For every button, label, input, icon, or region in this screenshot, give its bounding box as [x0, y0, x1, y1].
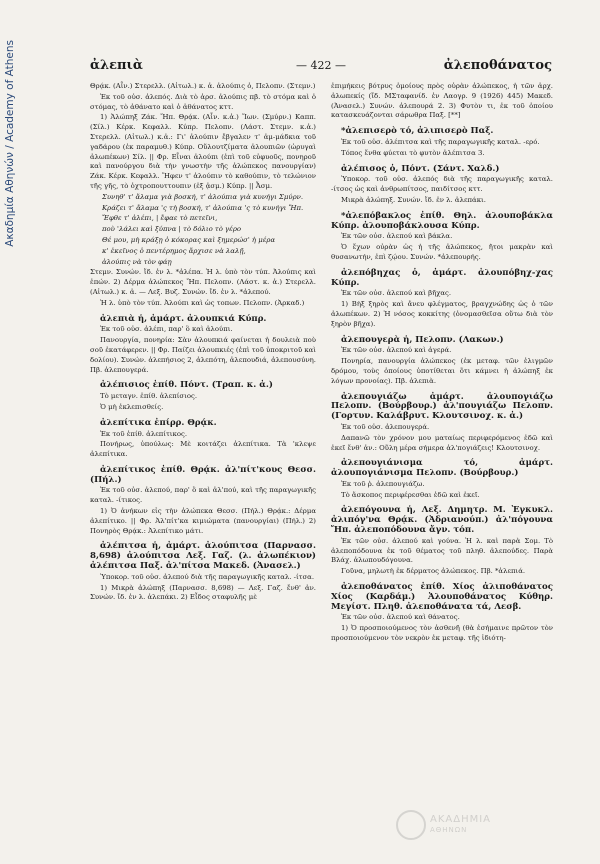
entry-text: Ἐκ τῶν οὐσ. ἀλεπού καὶ ἀγερά.	[341, 346, 452, 355]
verse-line: ἀλούπις νὰ τὸν φάῃ	[102, 257, 172, 266]
entry-text: Ἐκ τοῦ οὐσ. ἀλέπιτσα καὶ τῆς παραγωγικῆς καταλ. -ερό.	[341, 137, 540, 146]
header-right-lemma: ἀλεποθάνατος	[443, 58, 552, 73]
entry-text: Τὸ ἄσκοπος περιφέρεσθαι ἐδῶ καὶ ἐκεῖ.	[341, 490, 480, 499]
verse-line: Ἔφθε τ' ἀλέπι, | ἔφαε τὸ πετεῖνι,	[102, 214, 218, 223]
entry-text: Ἐκ τῶν οὐσ. ἀλεπού καὶ βῆχας.	[341, 289, 452, 298]
entry-headword: ἀλεπίτικα ἐπίρρ. Θρᾴκ.	[100, 417, 217, 428]
entry-text: Δαπανῶ τὸν χρόνον μου ματαίως περιφερόμενος ἐδῶ καὶ ἐκεῖ ἔνθ' ἀν.: Οὕλη μέρα σήμερα ἀλ'πογιάζεις! Κλουτσινοχ.	[331, 433, 553, 452]
entry-headword: ἀλεπίτικος ἐπίθ. Θρᾴκ. ἀλ'πίτ'κους Θεσσ. (Πήλ.)	[90, 464, 316, 485]
entry-text: Πονηρία, πανουργία ἀλώπεκος (ἐκ μεταφ. τῶν ἑλιγμῶν δρόμου, τοὺς ὁποίους ὑποτίθεται ὅτι κάμνει ἡ ἀλώπηξ ἐκ λόγων προνοίας). Πβ. ἀλεπιὰ.	[331, 357, 553, 385]
entry-text: Ἐκ τοῦ ῥ. ἀλεπουγιάζω.	[341, 479, 425, 488]
entry-headword: *ἀλεπόβακλος ἐπίθ. Θηλ. ἀλουποβάκλα Κύπρ. ἀλουποβάκλουσα Κύπρ.	[331, 210, 553, 231]
entry-text: Θρᾴκ. (Αἶν.) Στερελλ. (Αἰτωλ.) κ. ἀ. ἀλούπις ὁ, Πελοπν. (Στεμν.)	[90, 82, 316, 90]
entry-text: Τόπος ἔνθα φύεται τὸ φυτὸν ἀλέπιτσα 3.	[341, 148, 485, 157]
entry-text: Ἐκ τῶν οὐσ. ἀλεπού καὶ βάκλα.	[341, 232, 453, 241]
entry-text: Ὑποκορ. τοῦ οὐσ. ἀλεπού διὰ τῆς παραγωγικῆς καταλ. -ίτσα.	[100, 572, 315, 581]
academy-watermark-logo	[338, 806, 538, 846]
verse-line: Θέ μου, μὴ κράξῃ ὁ κόκορας καὶ ξημερώσ' ἡ μέρα	[102, 235, 276, 244]
entry-text: 1) Ὁ ἀνήκων εἰς τὴν ἀλώπεκα Θεσσ. (Πήλ.) Θρᾴκ.: Δέρμα ἀλεπίτικο. || Φρ. Ἀλ'πίτ'κα κιμιώματα (πανουργίαι) (Πήλ.) 2) Πονηρὸς Θρᾴκ.: Ἀλεπίτικο μάτι.	[90, 507, 316, 535]
entry-headword: ἀλεποθάνατος ἐπίθ. Χίος ἀλιποθάνατος Χίος (Καρδάμ.) Ἀλουποθάνατος Κύθηρ. Μεγίστ. Πληθ. ἀλεποθάνατα τά, Λεσβ.	[331, 582, 553, 612]
academy-seal-icon	[396, 810, 426, 840]
watermark-name: ΑΚΑΔΗΜΙΑ	[430, 814, 492, 825]
entry-headword: ἀλεπουγιάνισμα τό, ἀμάρτ. ἀλουπογιάνισμα Πελοπν. (Βούρβουρ.)	[331, 458, 553, 479]
header-left-lemma: ἀλεπιὰ	[90, 58, 143, 73]
entry-headword: ἀλέπισος ὁ, Πόντ. (Σάντ. Χαλδ.)	[341, 163, 500, 174]
entry-headword: ἀλεπόβηχας ὁ, ἀμάρτ. ἀλουπόβηχ-χας Κύπρ.	[331, 267, 553, 288]
entry-headword: ἀλεπουγιάζω ἀμάρτ. ἀλουπογιάζω Πελοπν. (Βούρβουρ.) ἀλ'πουγιάζω Πελοπν. (Γορτυν. Καλάβρυτ. Κλουτσινοχ. κ. ἀ.)	[331, 391, 553, 422]
entry-text: Ἐκ τοῦ οὐσ. ἀλέπι, παρ' ὃ καὶ ἀλούπι.	[100, 325, 233, 334]
left-column	[90, 82, 316, 604]
entry-text: 1) Ὁ προσποιούμενος τὸν ἀσθενῆ (θὰ ἐσήμαινε πρῶτον τὸν προσποιούμενον τὸν νεκρὸν ἐκ μεταφ. τῆς ἰδιότη-	[331, 624, 553, 643]
page-header	[90, 58, 552, 78]
entry-headword: *ἀλεπισερὸ τό, ἀλιπισερὸ Παξ.	[341, 126, 494, 137]
entry-headword: ἀλεπουγερὰ ἡ, Πελοπν. (Λακων.)	[341, 334, 504, 345]
entry-text: Πανουργία, πονηρία: Σὰν ἀλουπκιά φαίνεται ἡ δουλειὰ ποὺ σοῦ ἐκατάφερεν. || Φρ. Παίζει ἀλουπκιές (ἐπὶ τοῦ ὑποκριτοῦ καὶ δολίου). Συνών. ἀλεπήσιος 2, ἀλεπότη, ἀλεπουδιά, ἀλεπουσύνη. Πβ. ἀλεπουγερά.	[90, 336, 317, 374]
side-label: Ακαδημία Αθηνών / Academy of Athens	[4, 40, 16, 247]
entry-text: Ἐκ τοῦ ἐπίθ. ἀλεπίτικος.	[100, 429, 188, 438]
entry-text: Στεμν. Συνών. ἴδ. ἐν λ. *ἀλέπα. Ἡ λ. ὑπὸ τὸν τύπ. Ἀλούπις καὶ ἐπών. 2) Δέρμα ἀλώπεκος Ἤπ. Πελοπν. (Λάστ. κ. ἀ.) Στερελλ. (Αἰτωλ.) κ. ἀ. — Λεξ. Βυζ. Συνών. ἴδ. ἐν λ. *ἀλεπού.	[90, 268, 316, 296]
entry-text: Πονήρως, ὑπούλως: Μὲ κοιτάζει ἀλεπίτικα. Τὰ 'κλεψε ἀλεπίτικα.	[90, 440, 316, 459]
page-number: — 422 —	[296, 59, 346, 72]
entry-text: Ἐκ τοῦ οὐσ. ἀλεπουγερά.	[341, 422, 430, 431]
entry-headword: ἀλέπιτσα ἡ, ἀμάρτ. ἀλούπιτσα (Παρνασσ. 8,698) ἀλούπιτσα Λεξ. Γαζ. (λ. ἀλωπέκιον) ἀλέπιτσα Παξ. ἀλ'πίτσα Μακεδ. (Ἀνασελ.)	[90, 541, 316, 572]
entry-text: Τὸ μεταγν. ἐπίθ. ἀλεπίσιος.	[100, 392, 198, 401]
verse-line: κ' ἐκεῖνος ὁ πεντέρημος ἄρχισε νὰ λαλῇ,	[102, 246, 246, 255]
entry-text: Ὑποκορ. τοῦ οὐσ. ἀλεπός διὰ τῆς παραγωγικῆς καταλ. -ίτσος ὡς καὶ ἀνθρωπίτσος, παιδίτσος κττ.	[331, 175, 553, 194]
entry-text: Ἐκ τῶν οὐσ. ἀλεπού καὶ θάνατος.	[341, 613, 460, 622]
entry-text: Ἐκ τῶν οὐσ. ἀλεπού καὶ γούνα. Ἡ λ. καὶ παρὰ Σομ. Τὸ ἀλεποπόδουνα ἐκ τοῦ θέματος τοῦ πληθ. ἀλεπούδες. Παρὰ Βλάχ. ἀλωπουδόγουνα.	[331, 536, 553, 565]
entry-text: ἐπιμήκεις βότρυς ὁμοίους πρὸς οὐρὰν ἀλώπεκος, ἡ τῶν ἀρχ. ἀλωπεκίς (ἴδ. ΜΣταφανίδ. ἐν Λαογρ. 9 (1926) 445) Μακεδ. (Ἀνασελ.) Συνών. ἀλεπουρά 2. 3) Φυτὸν τι, ἐκ τοῦ ὁποίου κατασκευάζονται σάρωθρα Παξ. [**]	[331, 82, 553, 120]
verse-line: Κράζει τ' ἄλαμα 'ς τὴ βοσκή, τ' ἀλούπια 'ς τὸ κυνήγι Ἤπ.	[102, 203, 304, 212]
entry-text: Ἐκ τοῦ οὐσ. ἀλεπού, παρ' ὃ καὶ ἀλ'πού, καὶ τῆς παραγωγικῆς καταλ. -ίτικος.	[90, 486, 316, 505]
verse-line: Συνηθ' τ' ἄλαμα γιὰ βοσκή, τ' ἀλούπια γιὰ κυνήγι Σμύρν.	[102, 192, 304, 201]
entry-text: 1) Μικρὰ ἀλώπηξ (Παρνασσ. 8,698) — Λεξ. Γαζ. ἔνθ' ἀν. Συνών. ἴδ. ἐν λ. ἀλεπάκι. 2) Εἶδος σταφυλῆς μὲ	[90, 583, 316, 602]
entry-headword: ἀλέπισιος ἐπίθ. Πόντ. (Τραπ. κ. ἀ.)	[100, 380, 273, 391]
entry-text: Ἡ λ. ὑπὸ τὸν τύπ. Ἀλούπι καὶ ὡς τοπων. Πελοπν. (Ἀρκαδ.)	[100, 298, 305, 307]
entry-headword: ἀλεπιὰ ἡ, ἀμάρτ. ἀλουπκιά Κύπρ.	[100, 313, 267, 324]
entry-text: 1) Ἀλώπηξ Ζάκ. Ἤπ. Θρᾴκ. (Αἶν. κ.ἀ.) Ἴων. (Σμύρν.) Καππ. (Σίλ.) Κέρκ. Κεφαλλ. Κύπρ. Πελοπν. (Λάστ. Στεμν. κ.ἀ.) Στερελλ. (Αἰτωλ.) κ.ἀ.: Γι' ἀλούπιν ἔβγαλεν τ' ἀμ-μάδκια τοῦ γαδάρου (ἐκ παραμυθ.) Κύπρ. Οὔλουτζίματα ἀλουπιῶν (ὠρυγαὶ ἀλωπέκων) Σίλ. || Φρ. Εἶναι ἀλούπι (ἐπὶ τοῦ εὐφυοῦς, πονηροῦ καὶ πανούργου διὰ τὴν γνωστὴν τῆς ἀλώπεκος πανουργίαν) Ζάκ. Κέρκ. Κεφαλλ. Ἤφεν τ' ἀλούπιν τὸ καθούπιν, τὸ τελώνιον τῆς γῆς, τὸ ὀχτροπουττουπιν (ἐξ ᾀσμ.) Κύπρ. || Ἆσμ.	[90, 113, 316, 190]
entry-text: Ὁ μὴ ἐκλεπισθείς.	[100, 402, 164, 411]
entry-text: Μικρὰ ἀλώπηξ. Συνών. ἴδ. ἐν λ. ἀλεπάκι.	[341, 195, 486, 204]
entry-text: 1) Βὴξ ξηρὸς καὶ ἄνευ φλέγματος, βραγχνώδης ὡς ὁ τῶν ἀλωπέκων. 2) Ἡ νόσος κοκκίτης (ὀνομασθεῖσα οὕτω διὰ τὸν ξηρὸν βῆχα).	[331, 300, 553, 328]
watermark-sub: ΑΘΗΝΩΝ	[430, 826, 468, 834]
entry-headword: ἀλεπόγουνα ἡ, Λεξ. Δημητρ. Μ. Ἐγκυκλ. ἀλιπόγ'να Θρᾴκ. (Ἀδριανούπ.) ἀλ'πόγουνα Ἤπ. ἀλεποπόδουνα ἄγν. τόπ.	[331, 505, 553, 536]
entry-text: Γοῦνα, μηλωτὴ ἐκ δέρματος ἀλώπεκος. Πβ. *ἀλεπιά.	[341, 567, 526, 576]
entry-text: Ὁ ἔχων οὐρὰν ὡς ἡ τῆς ἀλώπεκος, ἤτοι μακρὰν καὶ θυσανωτήν, ἐπὶ ζῴου. Συνών. *ἀλεπουρής.	[331, 243, 553, 261]
entry-text: Ἐκ τοῦ οὐσ. ἀλεπός. Διὰ τὸ ἀρσ. ἀλούπις πβ. τὸ στόμα καὶ ὁ στόμας, τὸ ἀθάνατο καὶ ὁ ἀθάνατος κττ.	[90, 92, 316, 111]
right-column	[331, 82, 553, 645]
verse-line: ποὺ 'λάλει καὶ ξύπνα | τὸ δόλιο τὸ γέρο	[102, 225, 242, 234]
